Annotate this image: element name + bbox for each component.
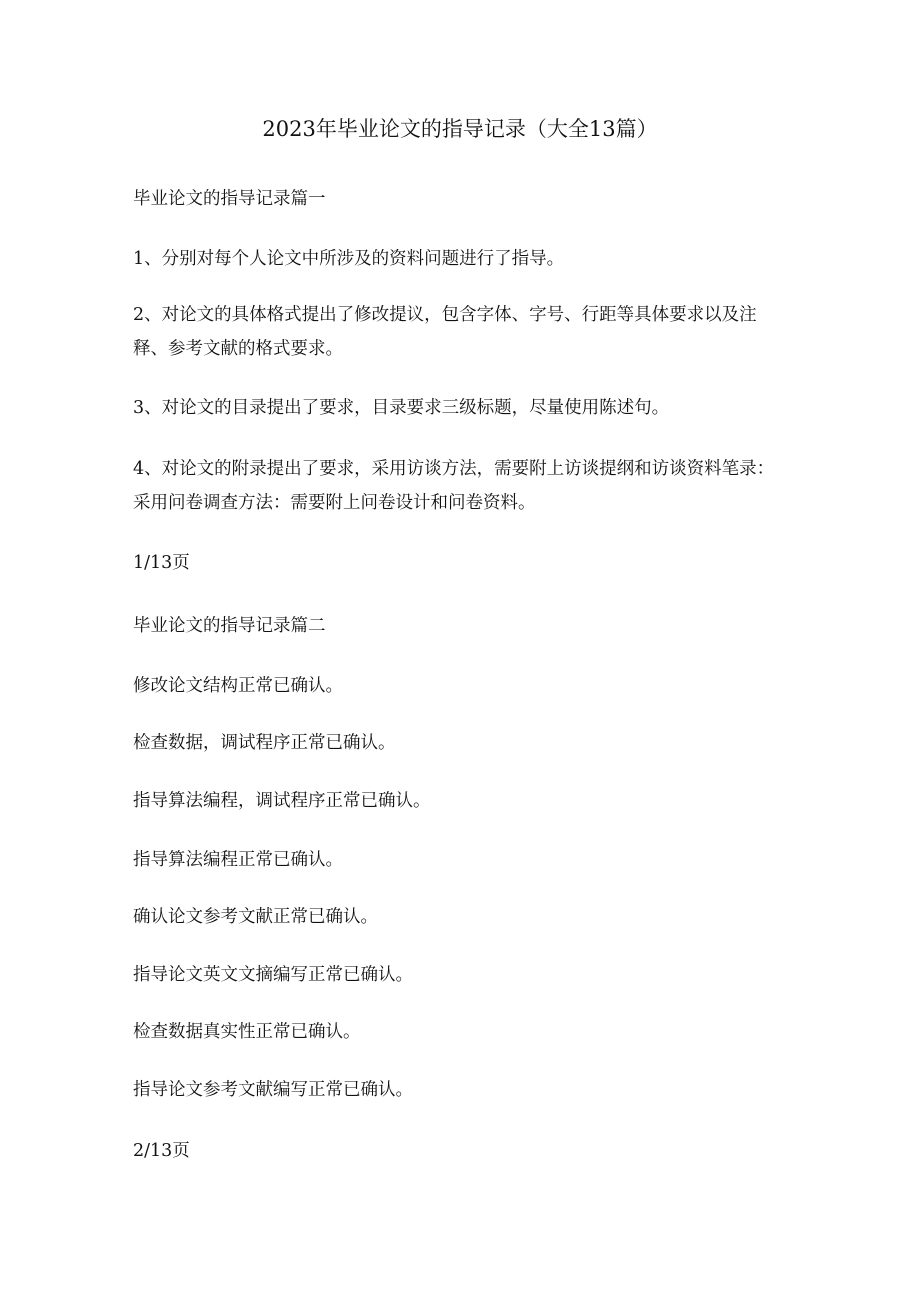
section2-item-8: 指导论文参考文献编写正常已确认。	[133, 1080, 413, 1100]
section-heading-2: 毕业论文的指导记录篇二	[133, 616, 326, 636]
page-number-1: 1/13页	[133, 553, 190, 573]
section2-item-2: 检查数据，调试程序正常已确认。	[133, 733, 396, 753]
section2-item-3: 指导算法编程，调试程序正常已确认。	[133, 791, 431, 811]
section2-item-4: 指导算法编程正常已确认。	[133, 850, 343, 870]
section2-item-6: 指导论文英文文摘编写正常已确认。	[133, 965, 413, 985]
section1-item-4: 4、对论文的附录提出了要求，采用访谈方法，需要附上访谈提纲和访谈资料笔录：采用问卷调查方法：需要附上问卷设计和问卷资料。	[133, 459, 775, 513]
section2-item-7: 检查数据真实性正常已确认。	[133, 1022, 361, 1042]
section2-item-5: 确认论文参考文献正常已确认。	[133, 907, 378, 927]
section1-item-1: 1、分别对每个人论文中所涉及的资料问题进行了指导。	[133, 249, 565, 269]
section1-item-2: 2、对论文的具体格式提出了修改提议，包含字体、字号、行距等具体要求以及注释、参考文献的格式要求。	[133, 305, 757, 359]
section-heading-1: 毕业论文的指导记录篇一	[133, 189, 326, 209]
document-title: 2023年毕业论文的指导记录（大全13篇）	[262, 117, 658, 141]
page-number-2: 2/13页	[133, 1141, 190, 1161]
section2-item-1: 修改论文结构正常已确认。	[133, 676, 343, 696]
section1-item-3: 3、对论文的目录提出了要求，目录要求三级标题，尽量使用陈述句。	[133, 398, 670, 418]
